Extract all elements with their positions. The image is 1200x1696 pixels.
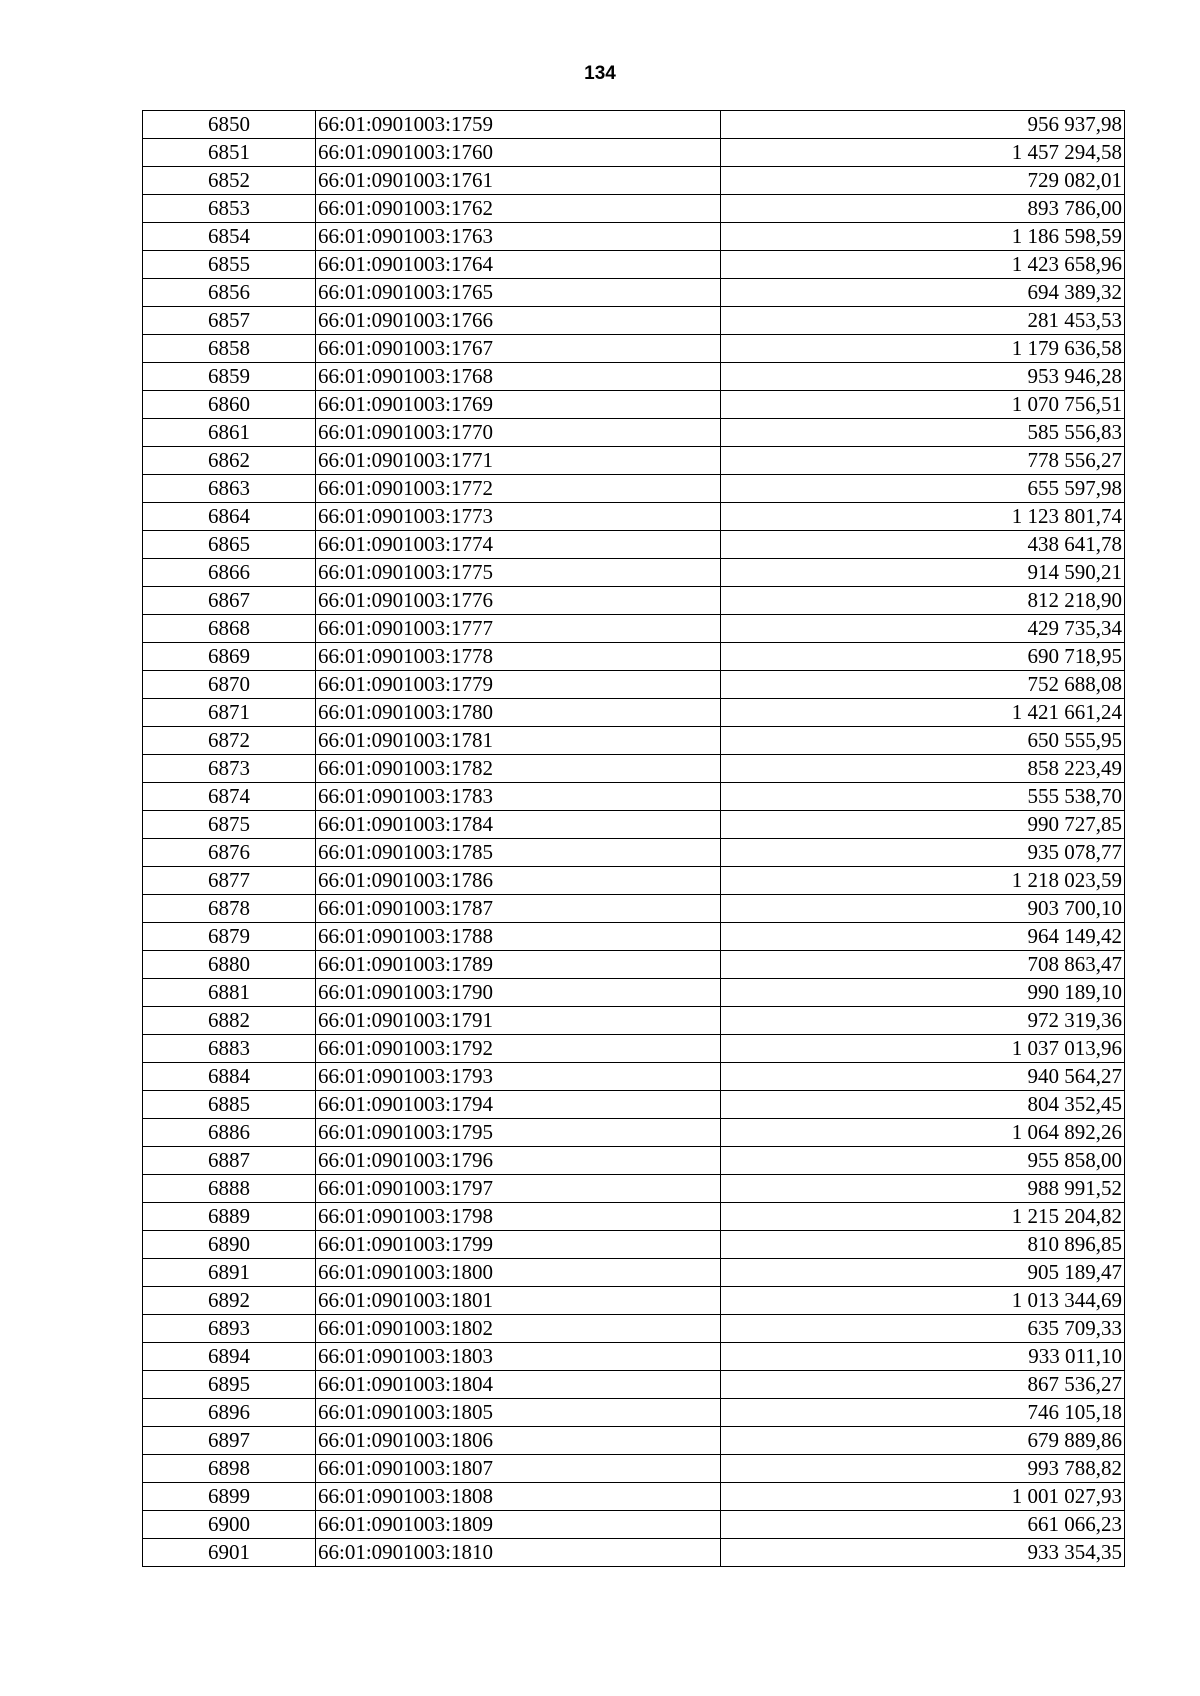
row-number-cell: 6866	[143, 559, 316, 587]
row-number-cell: 6867	[143, 587, 316, 615]
row-number-cell: 6862	[143, 447, 316, 475]
table-body	[143, 111, 1125, 1567]
cadastral-value-cell: 746 105,18	[721, 1399, 1125, 1427]
cadastral-value-cell: 1 064 892,26	[721, 1119, 1125, 1147]
row-number-cell: 6897	[143, 1427, 316, 1455]
page-number: 134	[584, 63, 616, 84]
row-number-cell: 6893	[143, 1315, 316, 1343]
cadastral-value-cell: 690 718,95	[721, 643, 1125, 671]
row-number-cell: 6892	[143, 1287, 316, 1315]
table-row	[143, 139, 1125, 167]
table-row	[143, 867, 1125, 895]
cadastral-number-cell: 66:01:0901003:1787	[316, 895, 721, 923]
cadastral-value-cell: 729 082,01	[721, 167, 1125, 195]
cadastral-value-cell: 956 937,98	[721, 111, 1125, 139]
cadastral-number-cell: 66:01:0901003:1768	[316, 363, 721, 391]
table-row	[143, 363, 1125, 391]
table-row	[143, 615, 1125, 643]
cadastral-value-cell: 804 352,45	[721, 1091, 1125, 1119]
cadastral-number-cell: 66:01:0901003:1797	[316, 1175, 721, 1203]
cadastral-value-cell: 650 555,95	[721, 727, 1125, 755]
row-number-cell: 6861	[143, 419, 316, 447]
cadastral-value-cell: 940 564,27	[721, 1063, 1125, 1091]
cadastral-value-cell: 893 786,00	[721, 195, 1125, 223]
cadastral-number-cell: 66:01:0901003:1761	[316, 167, 721, 195]
table-row	[143, 643, 1125, 671]
table-row	[143, 559, 1125, 587]
cadastral-number-cell: 66:01:0901003:1786	[316, 867, 721, 895]
table-row	[143, 1315, 1125, 1343]
cadastral-value-cell: 778 556,27	[721, 447, 1125, 475]
table-row	[143, 1147, 1125, 1175]
cadastral-value-cell: 1 001 027,93	[721, 1483, 1125, 1511]
cadastral-value-cell: 1 013 344,69	[721, 1287, 1125, 1315]
table-row	[143, 1539, 1125, 1567]
row-number-cell: 6856	[143, 279, 316, 307]
row-number-cell: 6850	[143, 111, 316, 139]
table-row	[143, 671, 1125, 699]
cadastral-value-cell: 955 858,00	[721, 1147, 1125, 1175]
row-number-cell: 6851	[143, 139, 316, 167]
cadastral-value-cell: 953 946,28	[721, 363, 1125, 391]
cadastral-value-cell: 905 189,47	[721, 1259, 1125, 1287]
cadastral-value-cell: 1 123 801,74	[721, 503, 1125, 531]
cadastral-number-cell: 66:01:0901003:1774	[316, 531, 721, 559]
cadastral-value-cell: 1 186 598,59	[721, 223, 1125, 251]
row-number-cell: 6890	[143, 1231, 316, 1259]
cadastral-value-table	[142, 110, 1125, 1567]
cadastral-number-cell: 66:01:0901003:1770	[316, 419, 721, 447]
cadastral-value-cell: 438 641,78	[721, 531, 1125, 559]
table-row	[143, 1119, 1125, 1147]
row-number-cell: 6870	[143, 671, 316, 699]
cadastral-value-cell: 990 189,10	[721, 979, 1125, 1007]
cadastral-number-cell: 66:01:0901003:1792	[316, 1035, 721, 1063]
table-row	[143, 979, 1125, 1007]
cadastral-value-cell: 990 727,85	[721, 811, 1125, 839]
cadastral-value-cell: 933 011,10	[721, 1343, 1125, 1371]
cadastral-number-cell: 66:01:0901003:1763	[316, 223, 721, 251]
table-row	[143, 1063, 1125, 1091]
cadastral-number-cell: 66:01:0901003:1794	[316, 1091, 721, 1119]
row-number-cell: 6857	[143, 307, 316, 335]
table-row	[143, 587, 1125, 615]
cadastral-value-cell: 914 590,21	[721, 559, 1125, 587]
row-number-cell: 6879	[143, 923, 316, 951]
row-number-cell: 6860	[143, 391, 316, 419]
cadastral-number-cell: 66:01:0901003:1778	[316, 643, 721, 671]
row-number-cell: 6875	[143, 811, 316, 839]
cadastral-number-cell: 66:01:0901003:1784	[316, 811, 721, 839]
row-number-cell: 6889	[143, 1203, 316, 1231]
cadastral-number-cell: 66:01:0901003:1791	[316, 1007, 721, 1035]
cadastral-number-cell: 66:01:0901003:1798	[316, 1203, 721, 1231]
table-row	[143, 1007, 1125, 1035]
row-number-cell: 6883	[143, 1035, 316, 1063]
table-row	[143, 1203, 1125, 1231]
row-number-cell: 6894	[143, 1343, 316, 1371]
row-number-cell: 6876	[143, 839, 316, 867]
cadastral-number-cell: 66:01:0901003:1759	[316, 111, 721, 139]
table-row	[143, 195, 1125, 223]
cadastral-value-cell: 708 863,47	[721, 951, 1125, 979]
row-number-cell: 6900	[143, 1511, 316, 1539]
cadastral-value-cell: 812 218,90	[721, 587, 1125, 615]
row-number-cell: 6880	[143, 951, 316, 979]
cadastral-number-cell: 66:01:0901003:1785	[316, 839, 721, 867]
cadastral-value-cell: 555 538,70	[721, 783, 1125, 811]
table-row	[143, 699, 1125, 727]
cadastral-value-cell: 1 457 294,58	[721, 139, 1125, 167]
row-number-cell: 6896	[143, 1399, 316, 1427]
cadastral-number-cell: 66:01:0901003:1783	[316, 783, 721, 811]
cadastral-number-cell: 66:01:0901003:1788	[316, 923, 721, 951]
row-number-cell: 6885	[143, 1091, 316, 1119]
cadastral-number-cell: 66:01:0901003:1765	[316, 279, 721, 307]
table-row	[143, 1483, 1125, 1511]
table-row	[143, 1175, 1125, 1203]
table-row	[143, 475, 1125, 503]
table-row	[143, 335, 1125, 363]
cadastral-number-cell: 66:01:0901003:1769	[316, 391, 721, 419]
cadastral-number-cell: 66:01:0901003:1760	[316, 139, 721, 167]
cadastral-value-cell: 661 066,23	[721, 1511, 1125, 1539]
table-row	[143, 923, 1125, 951]
cadastral-value-cell: 867 536,27	[721, 1371, 1125, 1399]
row-number-cell: 6864	[143, 503, 316, 531]
table-row	[143, 279, 1125, 307]
row-number-cell: 6899	[143, 1483, 316, 1511]
cadastral-number-cell: 66:01:0901003:1775	[316, 559, 721, 587]
cadastral-value-cell: 933 354,35	[721, 1539, 1125, 1567]
table-row	[143, 307, 1125, 335]
cadastral-number-cell: 66:01:0901003:1801	[316, 1287, 721, 1315]
table-row	[143, 251, 1125, 279]
cadastral-number-cell: 66:01:0901003:1767	[316, 335, 721, 363]
table-row	[143, 895, 1125, 923]
cadastral-value-cell: 752 688,08	[721, 671, 1125, 699]
row-number-cell: 6863	[143, 475, 316, 503]
cadastral-number-cell: 66:01:0901003:1803	[316, 1343, 721, 1371]
table-row	[143, 1343, 1125, 1371]
cadastral-number-cell: 66:01:0901003:1800	[316, 1259, 721, 1287]
row-number-cell: 6853	[143, 195, 316, 223]
cadastral-value-cell: 694 389,32	[721, 279, 1125, 307]
cadastral-number-cell: 66:01:0901003:1805	[316, 1399, 721, 1427]
row-number-cell: 6877	[143, 867, 316, 895]
table-row	[143, 755, 1125, 783]
row-number-cell: 6859	[143, 363, 316, 391]
table-row	[143, 1231, 1125, 1259]
cadastral-number-cell: 66:01:0901003:1780	[316, 699, 721, 727]
table-row	[143, 727, 1125, 755]
table-row	[143, 1287, 1125, 1315]
cadastral-value-cell: 655 597,98	[721, 475, 1125, 503]
cadastral-value-cell: 903 700,10	[721, 895, 1125, 923]
row-number-cell: 6852	[143, 167, 316, 195]
cadastral-value-cell: 964 149,42	[721, 923, 1125, 951]
row-number-cell: 6901	[143, 1539, 316, 1567]
table-row	[143, 1455, 1125, 1483]
cadastral-value-cell: 1 421 661,24	[721, 699, 1125, 727]
cadastral-number-cell: 66:01:0901003:1762	[316, 195, 721, 223]
row-number-cell: 6872	[143, 727, 316, 755]
cadastral-number-cell: 66:01:0901003:1793	[316, 1063, 721, 1091]
row-number-cell: 6865	[143, 531, 316, 559]
cadastral-number-cell: 66:01:0901003:1771	[316, 447, 721, 475]
cadastral-value-cell: 1 215 204,82	[721, 1203, 1125, 1231]
table-row	[143, 1399, 1125, 1427]
table-row	[143, 1427, 1125, 1455]
row-number-cell: 6869	[143, 643, 316, 671]
cadastral-value-cell: 993 788,82	[721, 1455, 1125, 1483]
cadastral-value-cell: 585 556,83	[721, 419, 1125, 447]
table-row	[143, 951, 1125, 979]
cadastral-number-cell: 66:01:0901003:1779	[316, 671, 721, 699]
cadastral-value-cell: 810 896,85	[721, 1231, 1125, 1259]
cadastral-value-cell: 1 179 636,58	[721, 335, 1125, 363]
cadastral-value-cell: 988 991,52	[721, 1175, 1125, 1203]
table-row	[143, 223, 1125, 251]
cadastral-number-cell: 66:01:0901003:1764	[316, 251, 721, 279]
cadastral-number-cell: 66:01:0901003:1772	[316, 475, 721, 503]
cadastral-value-cell: 1 037 013,96	[721, 1035, 1125, 1063]
cadastral-number-cell: 66:01:0901003:1795	[316, 1119, 721, 1147]
row-number-cell: 6871	[143, 699, 316, 727]
row-number-cell: 6884	[143, 1063, 316, 1091]
table-row	[143, 1091, 1125, 1119]
row-number-cell: 6888	[143, 1175, 316, 1203]
cadastral-number-cell: 66:01:0901003:1776	[316, 587, 721, 615]
table-row	[143, 783, 1125, 811]
cadastral-value-cell: 429 735,34	[721, 615, 1125, 643]
row-number-cell: 6874	[143, 783, 316, 811]
row-number-cell: 6891	[143, 1259, 316, 1287]
row-number-cell: 6898	[143, 1455, 316, 1483]
table-row	[143, 839, 1125, 867]
table-row	[143, 1259, 1125, 1287]
table-row	[143, 503, 1125, 531]
table-row	[143, 1371, 1125, 1399]
cadastral-value-cell: 679 889,86	[721, 1427, 1125, 1455]
row-number-cell: 6895	[143, 1371, 316, 1399]
cadastral-number-cell: 66:01:0901003:1773	[316, 503, 721, 531]
cadastral-number-cell: 66:01:0901003:1810	[316, 1539, 721, 1567]
cadastral-value-cell: 281 453,53	[721, 307, 1125, 335]
table-row	[143, 391, 1125, 419]
row-number-cell: 6886	[143, 1119, 316, 1147]
cadastral-value-cell: 1 218 023,59	[721, 867, 1125, 895]
cadastral-number-cell: 66:01:0901003:1806	[316, 1427, 721, 1455]
cadastral-value-cell: 635 709,33	[721, 1315, 1125, 1343]
row-number-cell: 6887	[143, 1147, 316, 1175]
cadastral-value-cell: 972 319,36	[721, 1007, 1125, 1035]
table-row	[143, 167, 1125, 195]
row-number-cell: 6882	[143, 1007, 316, 1035]
cadastral-number-cell: 66:01:0901003:1808	[316, 1483, 721, 1511]
cadastral-number-cell: 66:01:0901003:1777	[316, 615, 721, 643]
row-number-cell: 6878	[143, 895, 316, 923]
cadastral-number-cell: 66:01:0901003:1809	[316, 1511, 721, 1539]
row-number-cell: 6868	[143, 615, 316, 643]
cadastral-number-cell: 66:01:0901003:1799	[316, 1231, 721, 1259]
row-number-cell: 6858	[143, 335, 316, 363]
table-row	[143, 1035, 1125, 1063]
cadastral-number-cell: 66:01:0901003:1802	[316, 1315, 721, 1343]
cadastral-number-cell: 66:01:0901003:1789	[316, 951, 721, 979]
table-row	[143, 111, 1125, 139]
cadastral-value-cell: 858 223,49	[721, 755, 1125, 783]
cadastral-value-cell: 935 078,77	[721, 839, 1125, 867]
table-row	[143, 531, 1125, 559]
cadastral-number-cell: 66:01:0901003:1790	[316, 979, 721, 1007]
row-number-cell: 6881	[143, 979, 316, 1007]
cadastral-number-cell: 66:01:0901003:1766	[316, 307, 721, 335]
cadastral-number-cell: 66:01:0901003:1781	[316, 727, 721, 755]
row-number-cell: 6873	[143, 755, 316, 783]
table-row	[143, 1511, 1125, 1539]
table-row	[143, 447, 1125, 475]
cadastral-number-cell: 66:01:0901003:1796	[316, 1147, 721, 1175]
table-row	[143, 419, 1125, 447]
cadastral-number-cell: 66:01:0901003:1782	[316, 755, 721, 783]
cadastral-value-cell: 1 070 756,51	[721, 391, 1125, 419]
row-number-cell: 6855	[143, 251, 316, 279]
cadastral-number-cell: 66:01:0901003:1804	[316, 1371, 721, 1399]
cadastral-number-cell: 66:01:0901003:1807	[316, 1455, 721, 1483]
row-number-cell: 6854	[143, 223, 316, 251]
table-row	[143, 811, 1125, 839]
cadastral-value-cell: 1 423 658,96	[721, 251, 1125, 279]
